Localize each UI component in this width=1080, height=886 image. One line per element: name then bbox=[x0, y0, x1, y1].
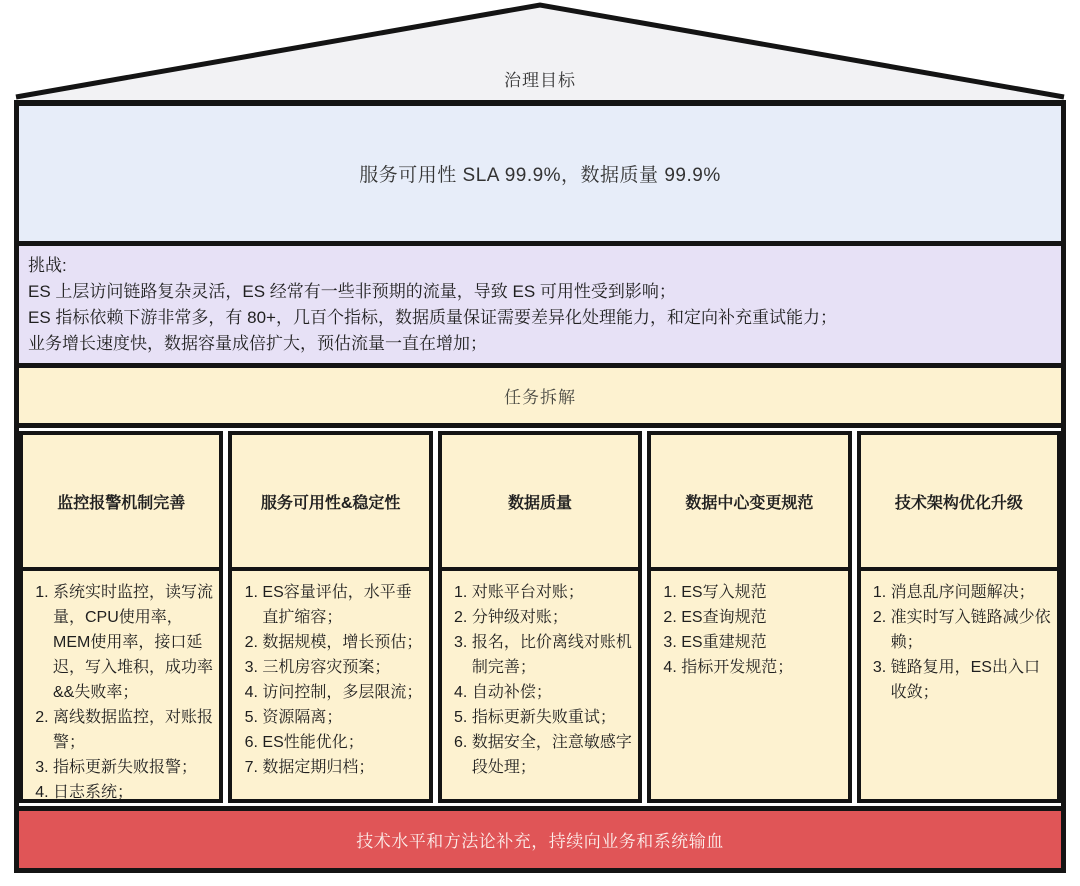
task-item: 3. 报名，比价离线对账机制完善； bbox=[472, 630, 634, 680]
task-item: 3. ES重建规范 bbox=[681, 630, 843, 655]
column-title: 服务可用性&稳定性 bbox=[260, 494, 401, 512]
column-task-list bbox=[23, 580, 215, 805]
task-item: 3. 链路复用，ES出入口收敛； bbox=[891, 655, 1053, 705]
task-item: 4. 日志系统； bbox=[53, 780, 215, 805]
task-item: 7. 数据定期归档； bbox=[262, 755, 424, 780]
task-item: 2. 数据规模，增长预估； bbox=[262, 630, 424, 655]
column-task-list bbox=[442, 580, 634, 795]
column-task-list bbox=[232, 580, 424, 795]
task-column-data-quality bbox=[438, 431, 642, 803]
column-task-list bbox=[861, 580, 1053, 795]
task-column-monitoring bbox=[19, 431, 223, 803]
task-item: 4. 指标开发规范； bbox=[681, 655, 843, 680]
column-title: 监控报警机制完善 bbox=[57, 494, 186, 512]
house-body bbox=[14, 100, 1066, 873]
task-item: 3. 指标更新失败报警； bbox=[53, 755, 215, 780]
task-item: 5. 资源隔离； bbox=[262, 705, 424, 730]
footer-text: 技术水平和方法论补充，持续向业务和系统输血 bbox=[356, 832, 724, 851]
challenge-title: 挑战: bbox=[28, 256, 67, 275]
challenge-line: ES 指标依赖下游非常多，有 80+，几百个指标，数据质量保证需要差异化处理能力，和定向补充重试能力； bbox=[28, 308, 837, 327]
task-columns bbox=[19, 428, 1061, 806]
challenge-band bbox=[19, 246, 1061, 368]
column-title: 数据质量 bbox=[508, 494, 573, 512]
column-header bbox=[861, 435, 1057, 571]
task-item: 6. 数据安全，注意敏感字段处理； bbox=[472, 730, 634, 780]
column-header bbox=[442, 435, 638, 571]
goal-band bbox=[19, 106, 1061, 246]
task-item: 4. 访问控制，多层限流； bbox=[262, 680, 424, 705]
challenge-line: 业务增长速度快，数据容量成倍扩大，预估流量一直在增加； bbox=[28, 334, 487, 353]
task-item: 1. ES写入规范 bbox=[681, 580, 843, 605]
task-item: 3. 三机房容灾预案； bbox=[262, 655, 424, 680]
task-column-change-standards bbox=[647, 431, 851, 803]
task-item: 6. ES性能优化； bbox=[262, 730, 424, 755]
column-title: 技术架构优化升级 bbox=[894, 494, 1023, 512]
task-item: 5. 指标更新失败重试； bbox=[472, 705, 634, 730]
task-item: 1. 系统实时监控，读写流量，CPU使用率，MEM使用率，接口延迟，写入堆积，成功率&&失败率； bbox=[53, 580, 215, 705]
task-item: 1. ES容量评估，水平垂直扩缩容； bbox=[262, 580, 424, 630]
task-item: 2. 分钟级对账； bbox=[472, 605, 634, 630]
task-band-title: 任务拆解 bbox=[504, 388, 576, 407]
column-title: 数据中心变更规范 bbox=[685, 494, 814, 512]
task-item: 1. 对账平台对账； bbox=[472, 580, 634, 605]
challenge-line: ES 上层访问链路复杂灵活，ES 经常有一些非预期的流量，导致 ES 可用性受到影响； bbox=[28, 282, 676, 301]
task-item: 4. 自动补偿； bbox=[472, 680, 634, 705]
roof-section bbox=[0, 0, 1080, 100]
task-decomposition-band bbox=[19, 368, 1061, 428]
task-item: 2. 离线数据监控，对账报警； bbox=[53, 705, 215, 755]
column-header bbox=[23, 435, 219, 571]
column-header bbox=[651, 435, 847, 571]
task-item: 2. ES查询规范 bbox=[681, 605, 843, 630]
column-task-list bbox=[651, 580, 843, 795]
column-header bbox=[232, 435, 428, 571]
task-column-architecture bbox=[857, 431, 1061, 803]
task-item: 1. 消息乱序问题解决； bbox=[891, 580, 1053, 605]
task-column-availability bbox=[228, 431, 432, 803]
goal-text: 服务可用性 SLA 99.9%，数据质量 99.9% bbox=[359, 165, 721, 186]
roof-title: 治理目标 bbox=[504, 71, 576, 90]
task-item: 2. 准实时写入链路减少依赖； bbox=[891, 605, 1053, 655]
footer-band bbox=[19, 806, 1061, 868]
